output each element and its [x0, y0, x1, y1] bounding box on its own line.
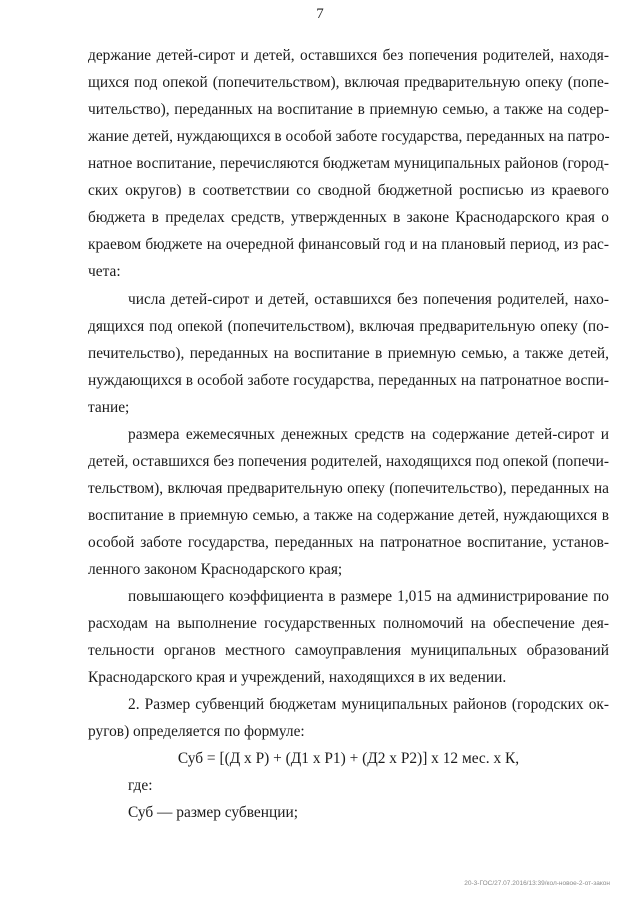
text-line: нуждающихся в особой заботе государства, переданных на патронатное воспи-: [88, 372, 609, 389]
text-line: держание детей-сирот и детей, оставшихся без попечения родителей, находя-: [88, 47, 609, 64]
text-line: числа детей-сирот и детей, оставшихся без попечения родителей, нахо-: [128, 291, 609, 308]
text-line: тельством), включая предварительную опеку (попечительство), переданных на: [88, 480, 609, 497]
text-line: краевом бюджете на очередной финансовый год и на плановый период, из рас-: [88, 236, 609, 253]
text-line: ругов) определяется по формуле:: [88, 723, 305, 740]
formula: Суб = [(Д х Р) + (Д1 х Р1) + (Д2 х Р2)] х 12 мес. х К,: [177, 750, 520, 767]
text-line: где:: [128, 777, 153, 794]
footer-note: 20-3-ГОС/27.07.2016/13:39/кол-новое-2-от-закон: [464, 880, 610, 887]
text-line: 2. Размер субвенций бюджетам муниципальных районов (городских ок-: [128, 696, 609, 713]
text-line: детей, оставшихся без попечения родителей, находящихся под опекой (попечи-: [88, 453, 609, 470]
text-line: печительство), переданных на воспитание в приемную семью, а также детей,: [88, 345, 609, 362]
text-line: ленного законом Краснодарского края;: [88, 561, 343, 578]
text-line: ских округов) в соответствии со сводной бюджетной росписью из краевого: [88, 182, 609, 199]
text-line: чительство), переданных на воспитание в приемную семью, а также на содер-: [88, 101, 609, 118]
text-line: Суб — размер субвенции;: [128, 804, 298, 821]
text-line: Краснодарского края и учреждений, находящихся в их ведении.: [88, 669, 507, 686]
text-line: тание;: [88, 399, 130, 416]
text-line: щихся под опекой (попечительством), включая предварительную опеку (попе-: [88, 74, 609, 91]
text-line: натное воспитание, перечисляются бюджетам муниципальных районов (город-: [88, 155, 609, 172]
text-line: дящихся под опекой (попечительством), включая предварительную опеку (по-: [88, 318, 609, 335]
text-line: бюджета в пределах средств, утвержденных в законе Краснодарского края о: [88, 209, 609, 226]
text-line: жание детей, нуждающихся в особой заботе государства, переданных на патро-: [88, 128, 610, 145]
text-line: чета:: [88, 263, 121, 280]
page-number: 7: [316, 6, 324, 22]
text-line: размера ежемесячных денежных средств на содержание детей-сирот и: [128, 426, 609, 443]
text-line: тельности органов местного самоуправления муниципальных образований: [88, 642, 609, 659]
text-line: расходам на выполнение государственных полномочий на обеспечение дея-: [88, 615, 609, 632]
text-line: повышающего коэффициента в размере 1,015 на администрирование по: [128, 588, 609, 605]
text-line: особой заботе государства, переданных на патронатное воспитание, установ-: [88, 534, 609, 551]
text-line: воспитание в приемную семью, а также на содержание детей, нуждающихся в: [88, 507, 609, 524]
